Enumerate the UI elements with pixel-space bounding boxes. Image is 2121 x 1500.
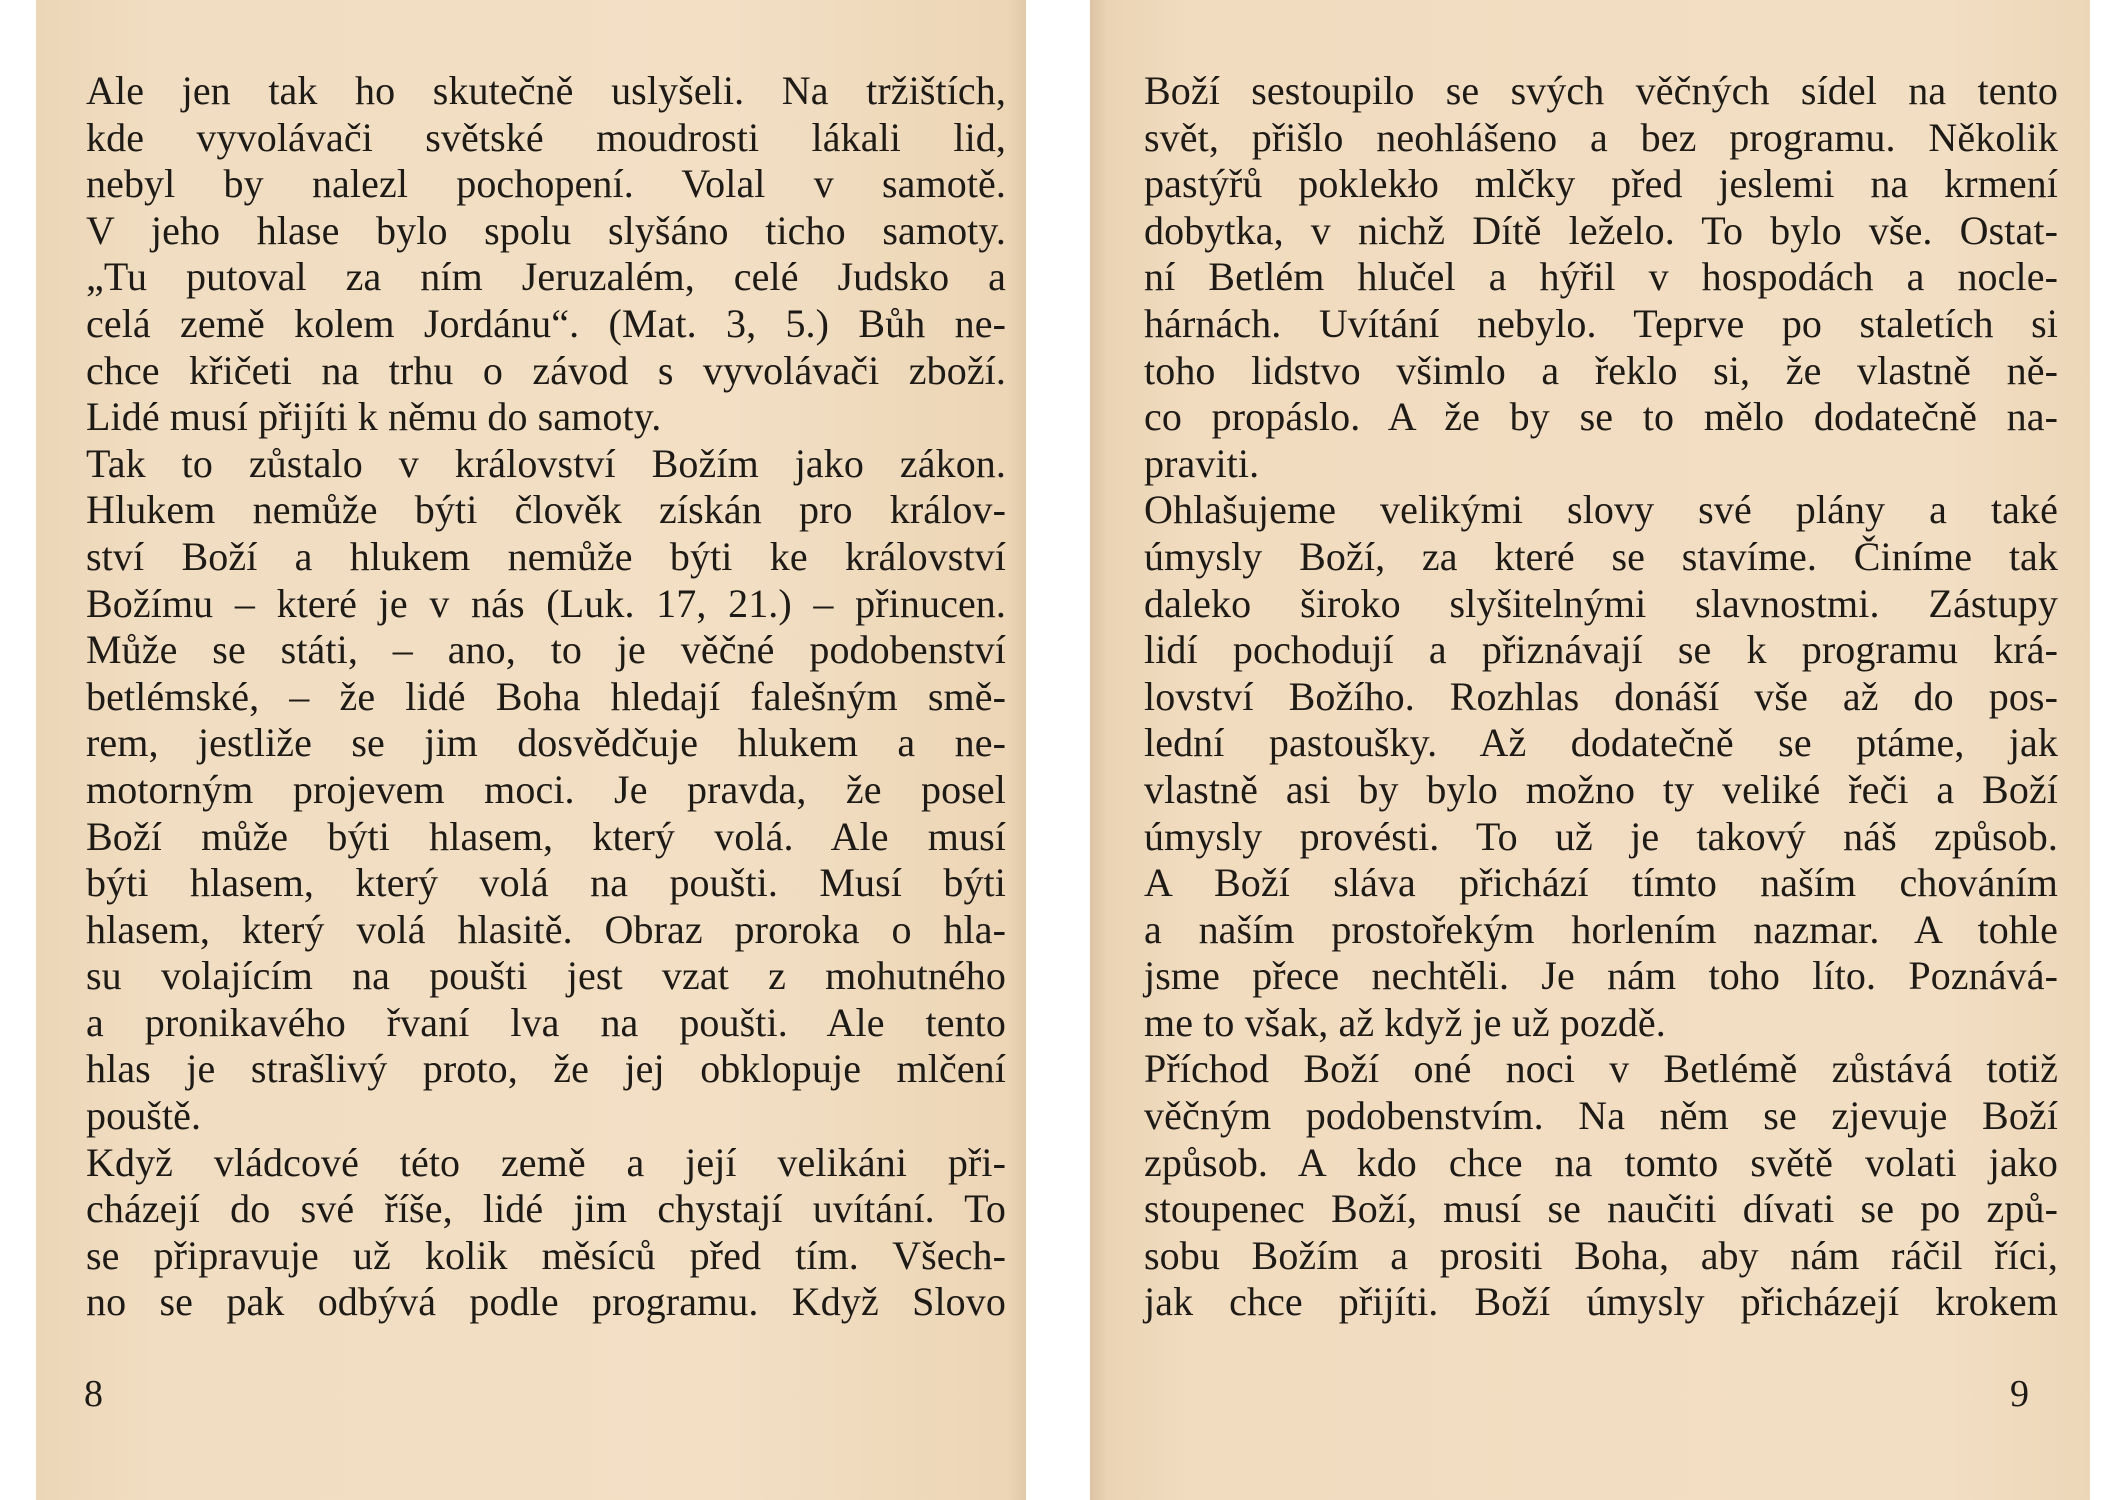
- text-line: se připravuje už kolik měsíců před tím. Všech-: [86, 1232, 1006, 1278]
- text-line: celá země kolem Jordánu“. (Mat. 3, 5.) Bůh ne-: [86, 300, 1006, 346]
- text-line: lidí pochodují a přiznávají se k programu krá-: [1144, 627, 2058, 673]
- text-line: ní Betlém hlučel a hýřil v hospodách a nocle-: [1144, 254, 2058, 300]
- text-line: Boží může býti hlasem, který volá. Ale musí: [86, 813, 1006, 859]
- text-line: pouště.: [86, 1093, 202, 1139]
- text-line: pastýřů poklekło mlčky před jeslemi na krmení: [1144, 161, 2058, 207]
- text-line: a pronikavého řvaní lva na poušti. Ale tento: [86, 999, 1006, 1045]
- page-number-left: 8: [84, 1373, 103, 1415]
- text-line: a naším prostořekým horlením nazmar. A tohle: [1144, 906, 2058, 952]
- text-line: A Boží sláva přichází tímto naším chováním: [1144, 860, 2058, 906]
- text-line: býti hlasem, který volá na poušti. Musí býti: [86, 860, 1006, 906]
- text-line: úmysly provésti. To už je takový náš způsob.: [1144, 813, 2058, 859]
- text-line: toho lidstvo všimlo a řeklo si, že vlastně ně-: [1144, 347, 2058, 393]
- left-page: [36, 0, 1026, 1500]
- text-line: Tak to zůstalo v království Božím jako zákon.: [86, 440, 1006, 486]
- text-line: Hlukem nemůže býti člověk získán pro králov-: [86, 487, 1006, 533]
- text-line: motorným projevem moci. Je pravda, že posel: [86, 766, 1006, 812]
- text-line: „Tu putoval za ním Jeruzalém, celé Judsko a: [86, 254, 1006, 300]
- text-line: co propáslo. A že by se to mělo dodatečně na-: [1144, 394, 2058, 440]
- text-line: Ale jen tak ho skutečně uslyšeli. Na tržištích,: [86, 68, 1006, 113]
- text-line: Lidé musí přijíti k němu do samoty.: [86, 394, 662, 440]
- text-line: hlas je strašlivý proto, že jej obklopuje mlčení: [86, 1046, 1006, 1092]
- text-line: Když vládcové této země a její velikáni při-: [86, 1139, 1006, 1185]
- text-line: cházejí do své říše, lidé jim chystají uvítání. To: [86, 1186, 1006, 1232]
- text-line: dobytka, v nichž Dítě leželo. To bylo vše. Ostat-: [1144, 207, 2058, 253]
- text-line: chce křičeti na trhu o závod s vyvolávači zboží.: [86, 347, 1006, 393]
- text-line: Může se státi, – ano, to je věčné podobenství: [86, 627, 1006, 673]
- text-line: rem, jestliže se jim dosvědčuje hlukem a ne-: [86, 720, 1006, 766]
- left-page-text: [86, 68, 1006, 1326]
- text-line: su volajícím na poušti jest vzat z mohutného: [86, 953, 1006, 999]
- text-line: vlastně asi by bylo možno ty veliké řeči a Boží: [1144, 766, 2058, 812]
- gutter-shadow-right: [1090, 0, 1108, 1500]
- text-line: věčným podobenstvím. Na něm se zjevuje Boží: [1144, 1093, 2058, 1139]
- text-line: kde vyvolávači světské moudrosti lákali lid,: [86, 114, 1006, 160]
- text-line: hárnách. Uvítání nebylo. Teprve po staletích si: [1144, 300, 2058, 346]
- text-line: no se pak odbývá podle programu. Když Slovo: [86, 1279, 1006, 1325]
- text-line: betlémské, – že lidé Boha hledají falešným smě-: [86, 673, 1006, 719]
- text-line: sobu Božím a prositi Boha, aby nám ráčil říci,: [1144, 1232, 2058, 1278]
- text-line: stoupenec Boží, musí se naučiti dívati se po způ-: [1144, 1186, 2058, 1232]
- text-line: svět, přišlo neohlášeno a bez programu. Několik: [1144, 114, 2058, 160]
- text-line: jak chce přijíti. Boží úmysly přicházejí krokem: [1144, 1279, 2058, 1325]
- text-line: me to však, až když je už pozdě.: [1144, 999, 1666, 1045]
- page-number-right: 9: [2010, 1373, 2029, 1415]
- text-line: daleko široko slyšitelnými slavnostmi. Zástupy: [1144, 580, 2058, 626]
- text-line: Ohlašujeme velikými slovy své plány a také: [1144, 487, 2058, 533]
- right-page: [1090, 0, 2090, 1500]
- text-line: Boží sestoupilo se svých věčných sídel na tento: [1144, 68, 2058, 113]
- text-line: ství Boží a hlukem nemůže býti ke království: [86, 533, 1006, 579]
- text-line: praviti.: [1144, 440, 1260, 486]
- text-line: Božímu – které je v nás (Luk. 17, 21.) – přinucen.: [86, 580, 1006, 626]
- text-line: V jeho hlase bylo spolu slyšáno ticho samoty.: [86, 207, 1006, 253]
- text-line: Příchod Boží oné noci v Betlémě zůstává totiž: [1144, 1046, 2058, 1092]
- text-line: úmysly Boží, za které se stavíme. Činíme tak: [1144, 533, 2058, 579]
- text-line: lední pastoušky. Až dodatečně se ptáme, jak: [1144, 720, 2058, 766]
- text-line: lovství Božího. Rozhlas donáší vše až do pos-: [1144, 673, 2058, 719]
- text-line: jsme přece nechtěli. Je nám toho líto. Poznává-: [1144, 953, 2058, 999]
- right-page-text: [1144, 68, 2058, 1326]
- text-line: způsob. A kdo chce na tomto světě volati jako: [1144, 1139, 2058, 1185]
- text-line: nebyl by nalezl pochopení. Volal v samotě.: [86, 161, 1006, 207]
- text-line: hlasem, který volá hlasitě. Obraz proroka o hla-: [86, 906, 1006, 952]
- gutter-shadow-left: [1008, 0, 1026, 1500]
